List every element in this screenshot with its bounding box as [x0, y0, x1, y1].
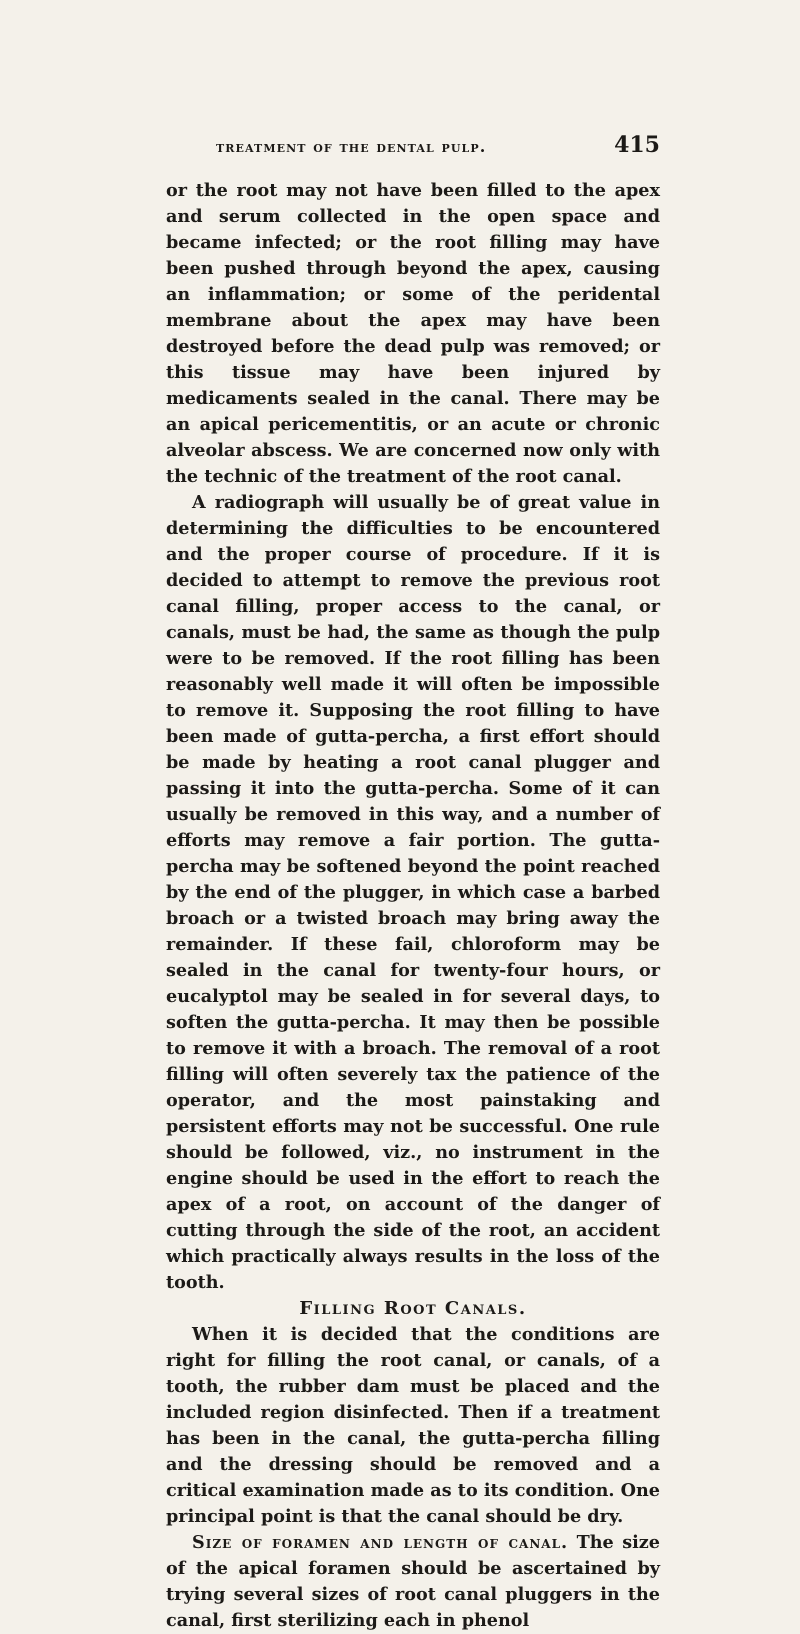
page-number: 415: [614, 132, 660, 158]
paragraph-filling: When it is decided that the conditions are right for filling the root canal, or canals, of a tooth, the rubber dam must be placed and the included region disinfected. Then if a treatment has been in the canal, the gutta-percha filling and the dressing should be removed and a critical examination made as to its condition. One principal point is that the canal should be dry.: [166, 1324, 660, 1527]
paragraph-radiograph: A radiograph will usually be of great value in determining the difficulties to be encountered and the proper course of procedure. If it is decided to attempt to remove the previous root canal filling, proper access to the canal, or canals, must be had, the same as though the pulp were to be removed. If the root filling has been reasonably well made it will often be impossible to remove it. Supposing the root filling to have been made of gutta-percha, a first effort should be made by heating a root canal plugger and passing it into the gutta-percha. Some of it can usually be removed in this way, and a number of efforts may remove a fair portion. The gutta-percha may be softened beyond the point reached by the end of the plugger, in which case a barbed broach or a twisted broach may bring away the remainder. If these fail, chloroform may be sealed in the canal for twenty-four hours, or eucalyptol may be sealed in for several days, to soften the gutta-percha. It may then be possible to remove it with a broach. The removal of a root filling will often severely tax the patience of the operator, and the most painstaking and persistent efforts may not be successful. One rule should be followed, viz., no instrument in the engine should be used in the effort to reach the apex of a root, on account of the danger of cutting through the side of the root, an accident which practically always results in the loss of the tooth.: [166, 492, 660, 1293]
body-text: [166, 178, 660, 1634]
paragraph-continuation: or the root may not have been filled to the apex and serum collected in the open space and became infected; or the root filling may have been pushed through beyond the apex, causing an inflammation; or some of the peridental membrane about the apex may have been destroyed before the dead pulp was removed; or this tissue may have been injured by medicaments sealed in the canal. There may be an apical pericementitis, or an acute or chronic alveolar abscess. We are concerned now only with the technic of the treatment of the root canal.: [166, 180, 660, 487]
paragraph-foramen: [166, 1530, 660, 1634]
page-header: [166, 134, 660, 164]
running-head: treatment of the dental pulp.: [216, 137, 487, 156]
paragraph-foramen-text: The size of the apical foramen should be ascertained by trying several sizes of root canal pluggers in the canal, first sterilizing each in phenol: [166, 1532, 660, 1631]
run-in-heading: Size of foramen and length of canal.: [192, 1532, 569, 1553]
section-heading: Filling Root Canals.: [299, 1298, 527, 1319]
